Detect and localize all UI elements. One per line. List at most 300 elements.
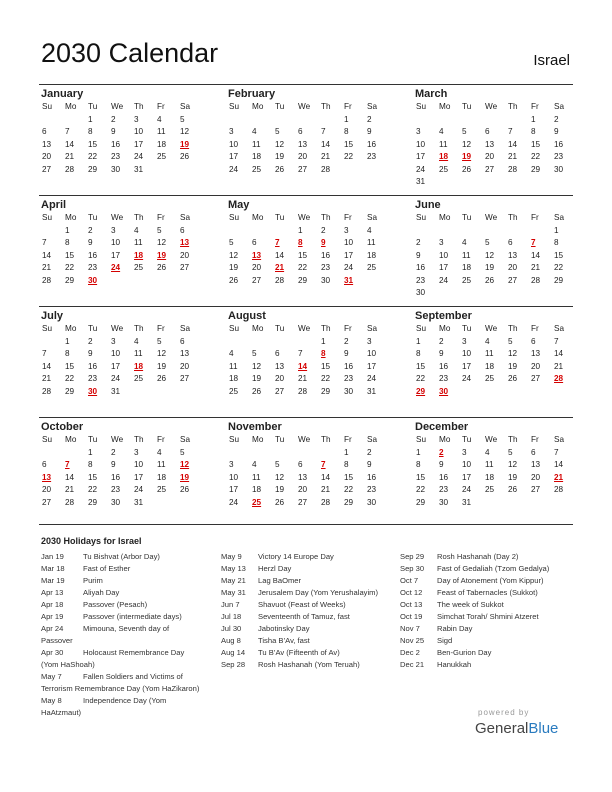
holiday-name: Simchat Torah/ Shmini Atzeret	[437, 612, 539, 621]
day: 10	[134, 127, 144, 136]
day: 8	[88, 127, 93, 136]
day: 24	[134, 152, 144, 161]
day: 23	[321, 263, 331, 272]
day: 19	[508, 472, 518, 482]
day: 15	[65, 250, 75, 260]
day: 21	[65, 152, 75, 161]
day: 15	[88, 139, 98, 149]
day: 15	[65, 361, 75, 371]
day: 18	[367, 250, 377, 260]
day: 20	[531, 361, 541, 371]
day: 25	[485, 374, 495, 383]
day: 20	[275, 374, 285, 383]
day: 21	[531, 263, 541, 272]
day: 22	[344, 485, 354, 494]
day: 14	[42, 250, 52, 260]
brand-logo[interactable]	[475, 720, 558, 737]
empty-cell	[436, 225, 459, 238]
day: 9	[416, 250, 421, 260]
holiday-date: Oct 12	[400, 588, 423, 597]
holiday-item	[400, 587, 575, 599]
weekday-header: Sa	[180, 213, 191, 222]
empty-cell	[226, 447, 249, 460]
day: 10	[111, 349, 121, 358]
month-november	[226, 418, 386, 509]
holiday-item	[41, 623, 201, 647]
day: 3	[439, 238, 444, 247]
holiday-item	[221, 623, 391, 635]
day: 21	[554, 361, 564, 371]
holiday-name: The week of Sukkot	[437, 600, 504, 609]
day: 24	[439, 275, 449, 285]
day: 4	[134, 225, 139, 235]
weekday-header: We	[298, 324, 311, 333]
day: 20	[298, 152, 308, 161]
holiday-date: May 31	[221, 588, 246, 597]
day: 7	[298, 349, 303, 358]
weekday-header: We	[485, 213, 498, 222]
holiday-date: Aug 14	[221, 648, 246, 657]
day: 15	[344, 139, 354, 149]
day: 29	[65, 275, 75, 285]
day: 14	[65, 139, 75, 149]
holiday-date: Aug 8	[221, 636, 241, 645]
empty-cell	[226, 114, 249, 127]
day: 17	[229, 152, 239, 161]
weekday-header: Th	[508, 435, 518, 444]
weekday-header: Sa	[180, 102, 191, 111]
day: 15	[416, 472, 426, 482]
day: 7	[42, 349, 47, 358]
day: 17	[367, 361, 377, 371]
weekday-header: Mo	[252, 324, 264, 333]
day: 29	[416, 497, 426, 507]
month-days	[413, 101, 573, 189]
holiday-day: 7	[65, 460, 70, 469]
holiday-date: Oct 7	[400, 576, 419, 585]
holiday-day: 13	[180, 238, 190, 247]
holiday-day: 7	[531, 238, 536, 247]
day: 13	[485, 139, 495, 149]
day: 27	[298, 497, 308, 507]
empty-cell	[249, 336, 272, 349]
empty-cell	[436, 114, 459, 127]
day: 24	[344, 263, 354, 272]
day: 6	[180, 225, 185, 235]
day: 22	[416, 374, 426, 383]
day: 7	[321, 127, 326, 136]
holiday-item	[221, 635, 391, 647]
day: 2	[367, 114, 372, 124]
day: 22	[554, 263, 564, 272]
holiday-day: 8	[321, 349, 326, 358]
weekday-header: Tu	[88, 102, 98, 111]
holiday-name: Sigd	[437, 636, 453, 645]
day: 18	[485, 472, 495, 482]
day: 11	[229, 361, 238, 371]
day: 22	[531, 152, 541, 161]
day: 13	[42, 139, 52, 149]
day: 11	[157, 460, 166, 469]
holiday-name: Herzl Day	[258, 564, 292, 573]
day: 6	[180, 336, 185, 346]
month-name: April	[41, 199, 67, 211]
day: 2	[88, 336, 93, 346]
day: 30	[344, 386, 354, 396]
day: 29	[65, 386, 75, 396]
weekday-header: Su	[229, 213, 240, 222]
month-days	[39, 323, 199, 398]
powered-by-label: powered by	[478, 708, 530, 717]
day: 12	[252, 361, 262, 371]
divider	[39, 524, 573, 525]
weekday-header: Th	[508, 213, 518, 222]
day: 5	[485, 238, 490, 247]
holiday-day: 13	[42, 472, 52, 482]
day: 16	[367, 472, 377, 482]
day: 26	[180, 152, 190, 161]
day: 29	[554, 275, 564, 285]
day: 7	[42, 238, 47, 247]
holiday-name: Fast of Gedaliah (Tzom Gedalya)	[437, 564, 550, 573]
day: 10	[111, 238, 121, 247]
holiday-item	[41, 563, 201, 575]
day: 2	[344, 336, 349, 346]
day: 10	[416, 139, 426, 149]
day: 12	[462, 139, 472, 149]
day: 23	[439, 485, 449, 494]
day: 11	[439, 139, 448, 149]
day: 4	[157, 114, 162, 124]
empty-cell	[226, 336, 249, 349]
month-days	[226, 212, 386, 287]
month-days	[413, 212, 573, 300]
month-may	[226, 196, 386, 287]
month-september	[413, 307, 573, 398]
day: 24	[111, 374, 121, 383]
day: 1	[88, 114, 93, 124]
day: 3	[229, 127, 234, 136]
month-days	[226, 434, 386, 509]
day: 27	[42, 164, 52, 174]
day: 6	[531, 336, 536, 346]
weekday-header: Fr	[531, 435, 539, 444]
day: 11	[252, 472, 261, 482]
holiday-day: 31	[344, 275, 354, 285]
weekday-header: Sa	[367, 102, 378, 111]
holiday-day: 12	[180, 460, 190, 469]
holiday-date: Nov 25	[400, 636, 425, 645]
holiday-name: Day of Atonement (Yom Kippur)	[437, 576, 544, 585]
empty-cell	[272, 447, 295, 460]
day: 25	[252, 164, 262, 174]
day: 12	[275, 139, 285, 149]
day: 6	[531, 447, 536, 457]
weekday-header: Su	[42, 102, 53, 111]
day: 27	[180, 374, 190, 383]
empty-cell	[62, 447, 85, 460]
day: 28	[42, 275, 52, 285]
weekday-header: Tu	[275, 435, 285, 444]
weekday-header: Mo	[65, 435, 77, 444]
weekday-header: Th	[134, 435, 144, 444]
holiday-item	[221, 587, 391, 599]
day: 26	[508, 485, 518, 494]
day: 11	[485, 460, 494, 469]
holiday-item	[41, 611, 201, 623]
weekday-header: Tu	[88, 324, 98, 333]
holiday-name: Lag BaOmer	[258, 576, 302, 585]
day: 24	[462, 485, 472, 494]
holiday-name: Rosh Hashanah (Day 2)	[437, 552, 519, 561]
weekday-header: Sa	[367, 435, 378, 444]
weekday-header: Su	[416, 324, 427, 333]
holiday-item	[400, 599, 575, 611]
day: 4	[485, 447, 490, 457]
day: 8	[88, 460, 93, 469]
day: 28	[531, 275, 541, 285]
day: 13	[531, 460, 541, 469]
day: 15	[416, 361, 426, 371]
weekday-header: Fr	[157, 213, 165, 222]
day: 3	[111, 225, 116, 235]
holiday-date: Jan 19	[41, 552, 64, 561]
day: 9	[88, 238, 93, 247]
weekday-header: Tu	[462, 102, 472, 111]
holiday-date: May 9	[221, 552, 242, 561]
holiday-name: Purim	[83, 576, 103, 585]
day: 19	[275, 485, 285, 494]
holiday-name: Passover (intermediate days)	[83, 612, 182, 621]
holiday-date: Nov 7	[400, 624, 420, 633]
day: 1	[298, 225, 303, 235]
day: 24	[462, 374, 472, 383]
month-name: September	[415, 310, 472, 322]
day: 9	[439, 349, 444, 358]
day: 28	[275, 275, 285, 285]
empty-cell	[459, 114, 482, 127]
day: 11	[252, 139, 261, 149]
day: 12	[157, 349, 167, 358]
day: 1	[344, 447, 349, 457]
day: 29	[531, 164, 541, 174]
day: 31	[416, 177, 426, 186]
holiday-list-column-2	[221, 551, 391, 671]
empty-cell	[39, 225, 62, 238]
empty-cell	[226, 225, 249, 238]
day: 14	[42, 361, 52, 371]
day: 4	[134, 336, 139, 346]
month-days	[226, 101, 386, 176]
day: 26	[180, 485, 190, 494]
day: 8	[531, 127, 536, 136]
weekday-header: Tu	[462, 435, 472, 444]
day: 3	[134, 447, 139, 457]
day: 1	[321, 336, 326, 346]
day: 6	[298, 460, 303, 469]
day: 8	[65, 349, 70, 358]
day: 16	[88, 361, 98, 371]
day: 23	[111, 485, 121, 494]
holiday-date: May 8	[41, 696, 62, 705]
day: 26	[229, 275, 239, 285]
day: 10	[367, 349, 377, 358]
month-days	[226, 323, 386, 398]
weekday-header: Th	[134, 102, 144, 111]
day: 15	[321, 361, 331, 371]
day: 6	[298, 127, 303, 136]
day: 16	[439, 472, 449, 482]
holiday-item	[221, 551, 391, 563]
holiday-name: Rabin Day	[437, 624, 473, 633]
day: 14	[554, 349, 564, 358]
holiday-date: Apr 24	[41, 624, 64, 633]
holiday-date: May 7	[41, 672, 62, 681]
empty-cell	[249, 114, 272, 127]
day: 9	[439, 460, 444, 469]
empty-cell	[272, 225, 295, 238]
day: 4	[157, 447, 162, 457]
day: 18	[485, 361, 495, 371]
weekday-header: Th	[321, 213, 331, 222]
weekday-header: We	[298, 435, 311, 444]
month-name: November	[228, 421, 282, 433]
day: 20	[531, 472, 541, 482]
day: 20	[42, 152, 52, 161]
holiday-name: Fallen Soldiers and Victims of Terrorism Remembrance Day (Yom HaZikaron)	[41, 672, 200, 693]
day: 25	[157, 485, 167, 494]
day: 19	[485, 263, 495, 272]
holiday-day: 18	[134, 361, 144, 371]
day: 5	[157, 336, 162, 346]
weekday-header: Su	[229, 324, 240, 333]
day: 21	[321, 485, 331, 494]
day: 29	[321, 386, 331, 396]
empty-cell	[318, 114, 341, 127]
day: 5	[229, 238, 234, 247]
month-december	[413, 418, 573, 509]
day: 21	[321, 152, 331, 161]
weekday-header: Th	[508, 102, 518, 111]
day: 10	[439, 250, 449, 260]
day: 27	[252, 275, 262, 285]
holiday-item	[221, 575, 391, 587]
day: 23	[88, 263, 98, 272]
day: 13	[180, 349, 190, 358]
holiday-day: 30	[88, 275, 98, 285]
month-days	[39, 434, 199, 509]
day: 31	[134, 497, 144, 507]
month-name: June	[415, 199, 441, 211]
day: 2	[554, 114, 559, 124]
day: 25	[134, 374, 144, 383]
day: 26	[252, 386, 262, 396]
day: 26	[508, 374, 518, 383]
empty-cell	[39, 447, 62, 460]
day: 26	[275, 164, 285, 174]
day: 16	[416, 263, 426, 272]
day: 2	[321, 225, 326, 235]
month-row	[39, 195, 573, 306]
day: 5	[508, 447, 513, 457]
holiday-name: Victory 14 Europe Day	[258, 552, 334, 561]
holiday-name: Fast of Esther	[83, 564, 131, 573]
day: 28	[42, 386, 52, 396]
weekday-header: Mo	[439, 324, 451, 333]
day: 17	[134, 472, 144, 482]
day: 5	[462, 127, 467, 136]
day: 10	[462, 460, 472, 469]
day: 19	[252, 374, 262, 383]
day: 11	[367, 238, 376, 247]
day: 14	[321, 472, 331, 482]
weekday-header: We	[111, 102, 124, 111]
month-name: July	[41, 310, 64, 322]
holiday-name: Tu Bishvat (Arbor Day)	[83, 552, 160, 561]
weekday-header: Tu	[462, 324, 472, 333]
holiday-day: 29	[416, 386, 426, 396]
day: 17	[462, 472, 472, 482]
holiday-day: 21	[554, 472, 564, 482]
day: 23	[439, 374, 449, 383]
day: 22	[298, 263, 308, 272]
weekday-header: Sa	[554, 435, 565, 444]
day: 21	[42, 374, 52, 383]
weekday-header: Fr	[344, 324, 352, 333]
holiday-name: Shavuot (Feast of Weeks)	[258, 600, 346, 609]
day: 5	[157, 225, 162, 235]
month-july	[39, 307, 199, 398]
holiday-date: Mar 19	[41, 576, 65, 585]
day: 30	[439, 497, 449, 507]
day: 6	[275, 349, 280, 358]
day: 17	[416, 152, 426, 161]
holiday-day: 2	[439, 447, 444, 457]
day: 17	[439, 263, 449, 272]
day: 23	[367, 485, 377, 494]
holiday-day: 19	[180, 472, 190, 482]
day: 15	[554, 250, 564, 260]
page-title: 2030 Calendar	[41, 38, 219, 68]
day: 6	[252, 238, 257, 247]
holiday-name: Feast of Tabernacles (Sukkot)	[437, 588, 538, 597]
weekday-header: Fr	[344, 435, 352, 444]
weekday-header: Tu	[275, 102, 285, 111]
day: 12	[180, 127, 190, 136]
holiday-date: Dec 2	[400, 648, 420, 657]
day: 24	[134, 485, 144, 494]
day: 6	[485, 127, 490, 136]
holiday-date: Mar 18	[41, 564, 65, 573]
holiday-item	[400, 551, 575, 563]
day: 11	[157, 127, 166, 136]
day: 17	[134, 139, 144, 149]
day: 18	[157, 139, 167, 149]
day: 19	[508, 361, 518, 371]
day: 5	[275, 460, 280, 469]
day: 14	[275, 250, 285, 260]
day: 4	[439, 127, 444, 136]
weekday-header: Tu	[88, 435, 98, 444]
weekday-header: Sa	[367, 213, 378, 222]
weekday-header: Su	[229, 102, 240, 111]
holiday-day: 21	[275, 263, 285, 272]
day: 21	[42, 263, 52, 272]
day: 2	[88, 225, 93, 235]
weekday-header: Fr	[157, 102, 165, 111]
day: 25	[229, 386, 239, 396]
weekday-header: Fr	[157, 324, 165, 333]
